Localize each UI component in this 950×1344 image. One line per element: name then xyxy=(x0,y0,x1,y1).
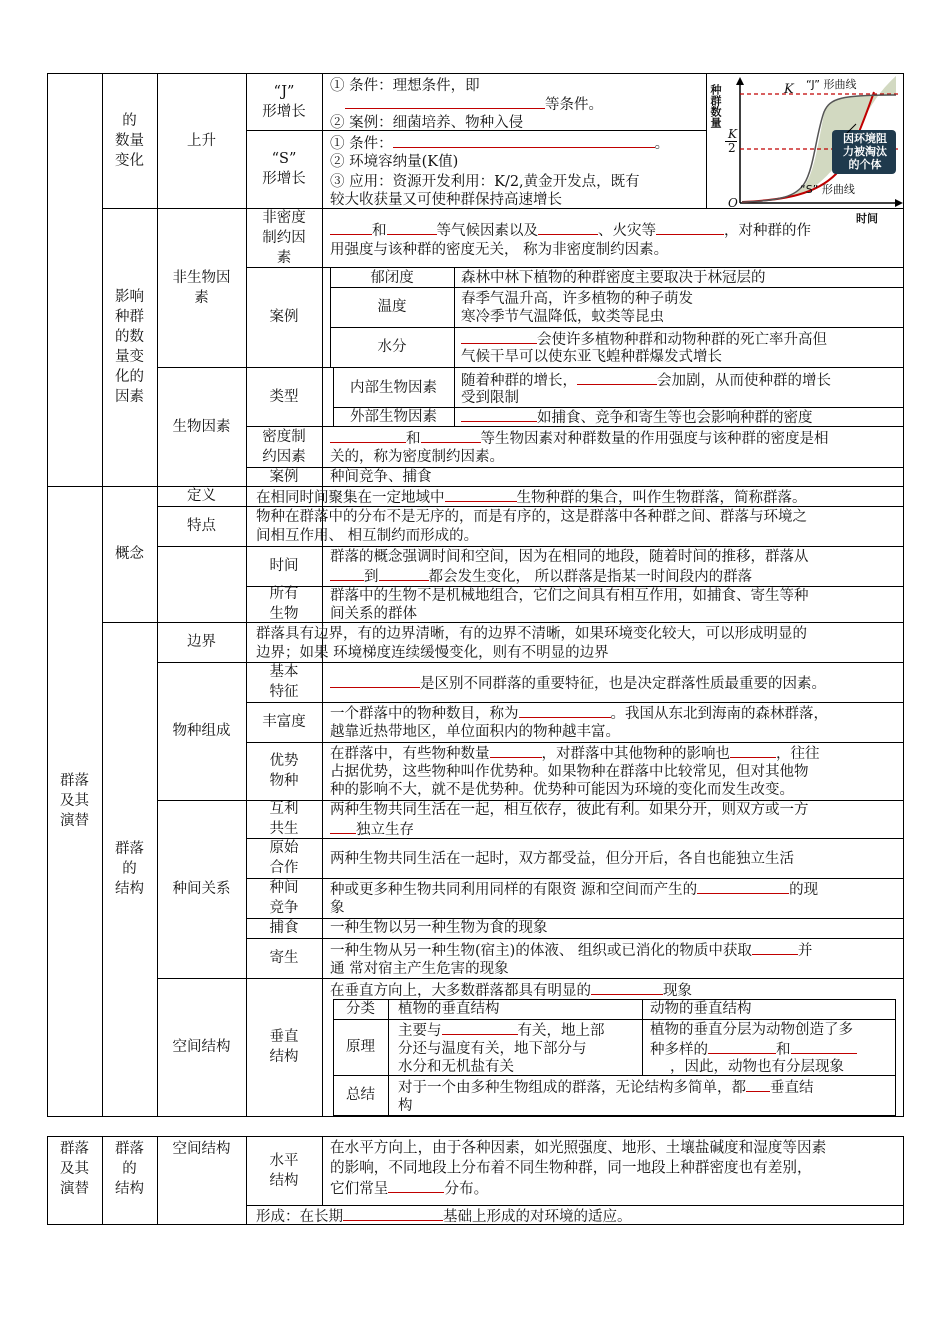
nondensity-text: 和 等气候因素以及 、火灾等 ，对种群的作 xyxy=(330,220,811,241)
s-condition: ① 条件： 。 xyxy=(330,133,669,154)
feature-text: 物种在群落中的分布不是无序的，而是有序的，这是群落中各种群之间、群落与环境之 xyxy=(256,509,807,525)
all-organisms-text-cont: 间关系的群体 xyxy=(330,606,417,622)
vt-header-animal: 动物的垂直结构 xyxy=(650,1001,752,1017)
vertical-structure-label: 垂直 结构 xyxy=(269,1029,299,1065)
vt-row-summary: 总结 xyxy=(346,1087,375,1103)
nondensity-label: 非密度 制约因 素 xyxy=(262,209,306,266)
case-label: 案例 xyxy=(269,309,299,325)
case-key-canopy: 郁闭度 xyxy=(370,269,414,286)
graph-k-label: K xyxy=(784,82,794,97)
s-application-cont: 较大收获量又可使种群保持高速增长 xyxy=(330,192,562,208)
s-application: ③ 应用：资源开发利用：K/2,黄金开发点，既有 xyxy=(330,174,640,190)
t2-section-label: 群落 及其 演替 xyxy=(60,1141,89,1197)
density-label: 密度制 约因素 xyxy=(262,428,306,465)
time-text: 群落的概念强调时间和空间，因为在相同的地段，随着时间的推移，群落从 xyxy=(330,549,809,565)
graph-s-curve-label: “S” 形曲线 xyxy=(800,183,855,196)
plant-principle-cont2: 水分和无机盐有关 xyxy=(398,1059,514,1075)
t2-spatial-label: 空间结构 xyxy=(172,1141,231,1157)
border-text-cont: 边界；如果 环境梯度连续缓慢变化，则有不明显的边界 xyxy=(256,645,609,661)
graph-origin: O xyxy=(728,196,738,210)
border-text: 群落具有边界，有的边界清晰，有的边界不清晰，如果环境变化较大，可以形成明显的 xyxy=(256,626,807,642)
case-key-water: 水分 xyxy=(377,339,407,355)
s-growth-label: “S” 形增长 xyxy=(262,151,306,187)
community-section-label: 群落 及其 演替 xyxy=(60,773,89,829)
competition-text: 种或更多种生物共同利用同样的有限资 源和空间而产生的 的现 xyxy=(330,879,818,900)
growth-section-label: 的 数量 变化 xyxy=(115,112,144,169)
summary-text: 对于一个由多种生物组成的群落，无论结构多简单，都 垂直结 xyxy=(398,1077,814,1098)
spatial-structure-label: 空间结构 xyxy=(172,1039,231,1055)
j-condition-cont: 等条件。 xyxy=(345,94,603,115)
t2-structure-label: 群落 的 结构 xyxy=(115,1141,144,1197)
dominant-label: 优势 物种 xyxy=(269,753,299,789)
vt-header-category: 分类 xyxy=(346,1001,375,1017)
growth-curve-graph xyxy=(706,74,903,226)
all-organisms-label: 所有 生物 xyxy=(269,586,299,622)
structure-label: 群落 的 结构 xyxy=(115,841,144,897)
predation-text: 一种生物以另一种生物为食的现象 xyxy=(330,920,548,936)
case2-text: 种间竞争、捕食 xyxy=(330,469,432,485)
internal-factor-label: 内部生物因素 xyxy=(350,379,437,396)
richness-text-cont: 越靠近热带地区，单位面积内的物种越丰富。 xyxy=(330,724,620,740)
richness-label: 丰富度 xyxy=(262,714,306,730)
formation-text: 形成：在长期 基础上形成的对环境的适应。 xyxy=(256,1206,632,1227)
mutualism-text-cont: 独立生存 xyxy=(330,819,414,840)
case-key-temperature: 温度 xyxy=(377,299,407,315)
case2-label: 案例 xyxy=(269,468,299,485)
mutualism-text: 两种生物共同生活在一起，相互依存，彼此有利。如果分开，则双方或一方 xyxy=(330,802,809,818)
plant-principle-cont1: 分还与温度有关，地下部分与 xyxy=(398,1041,587,1057)
external-factor-label: 外部生物因素 xyxy=(350,408,437,425)
j-growth-label: “J” 形增长 xyxy=(262,83,306,120)
biotic-label: 生物因素 xyxy=(172,418,231,435)
protocooperation-text: 两种生物共同生活在一起时，双方都受益，但分开后，各自也能独立生活 xyxy=(330,851,794,867)
nondensity-text-cont: 用强度与该种群的密度无关， 称为非密度制约因素。 xyxy=(330,242,669,258)
case-val-temperature-1: 春季气温升高，许多植物的种子萌发 xyxy=(461,291,693,307)
competition-label: 种间 竞争 xyxy=(269,880,299,916)
internal-factor-text-cont: 受到限制 xyxy=(461,390,519,406)
animal-principle-cont2: ，因此，动物也有分层现象 xyxy=(670,1059,844,1075)
graph-k2-num: K xyxy=(728,127,737,141)
feature-text-cont: 间相互作用、 相互制约而形成的。 xyxy=(256,528,479,544)
type-label: 类型 xyxy=(269,388,299,405)
external-factor-text: 如捕食、竞争和寄生等也会影响种群的密度 xyxy=(461,407,813,428)
horizontal-text-cont2: 它们常呈 分布。 xyxy=(330,1180,489,1197)
all-organisms-text: 群落中的生物不是机械地组合，它们之间具有相互作用，如捕食、寄生等种 xyxy=(330,588,809,604)
dominant-text-cont1: 占据优势，这些物种叫作优势种。如果物种在群落中比较常见，但对其他物 xyxy=(330,764,809,780)
time-label: 时间 xyxy=(269,558,299,574)
graph-box-text: 因环境阻 力被淘汰 的个体 xyxy=(843,132,887,171)
internal-factor-text: 随着种群的增长， 会加剧，从而使种群的增长 xyxy=(461,370,831,391)
vertical-intro: 在垂直方向上，大多数群落都具有明显的 现象 xyxy=(330,980,692,1001)
vt-header-plant: 植物的垂直结构 xyxy=(398,1001,500,1017)
graph-ylabel: 种群数量 xyxy=(709,84,722,128)
definition-label: 定义 xyxy=(187,488,216,504)
horizontal-text: 在水平方向上，由于各种因素，如光照强度、地形、土壤盐碱度和湿度等因素 xyxy=(330,1139,827,1156)
dominant-text-cont2: 种的影响不大，就不是优势种。优势种可能因为环境的变化而发生改变。 xyxy=(330,782,794,798)
case-val-temperature-2: 寒冷季节气温降低，蚊类等昆虫 xyxy=(461,309,664,325)
j-case: ② 案例：细菌培养、物种入侵 xyxy=(330,115,524,131)
basic-feature-label: 基本 特征 xyxy=(269,664,299,700)
parasitism-text-cont: 通 常对宿主产生危害的现象 xyxy=(330,961,509,977)
graph-j-curve-label: “J” 形曲线 xyxy=(806,78,857,91)
time-text-cont: 到 都会发生变化， 所以群落是指某一时间段内的群落 xyxy=(330,566,752,587)
parasitism-text: 一种生物从另一种生物(宿主)的体液、 组织或已消化的物质中获取 并 xyxy=(330,940,812,961)
mutualism-label: 互利 共生 xyxy=(269,801,299,837)
summary-text-cont: 构 xyxy=(398,1098,413,1114)
protocooperation-label: 原始 合作 xyxy=(269,840,299,876)
competition-text-cont: 象 xyxy=(330,900,345,916)
abiotic-label: 非生物因 素 xyxy=(172,269,231,306)
j-condition: ① 条件：理想条件，即 xyxy=(330,78,480,94)
feature-label: 特点 xyxy=(187,518,216,534)
dominant-text: 在群落中，有些物种数量 ，对群落中其他物种的影响也 ，往往 xyxy=(330,743,820,764)
case-val-water-1: 会使许多植物种群和动物种群的死亡率升高但 xyxy=(461,329,827,350)
animal-principle-cont1: 种多样的 和 xyxy=(650,1039,857,1060)
rise-label: 上升 xyxy=(187,132,216,149)
border-label: 边界 xyxy=(187,634,216,650)
parasitism-label: 寄生 xyxy=(269,950,299,966)
definition-text: 在相同时间聚集在一定地域中 生物种群的集合，叫作生物群落，简称群落。 xyxy=(256,487,807,508)
case-val-water-2: 气候干旱可以使东亚飞蝗种群爆发式增长 xyxy=(461,349,722,365)
case-val-canopy: 森林中林下植物的种群密度主要取决于林冠层的 xyxy=(461,270,766,286)
factors-section-label: 影响 种群 的数 量变 化的 因素 xyxy=(115,289,144,405)
interspecies-label: 种间关系 xyxy=(172,881,231,897)
species-composition-label: 物种组成 xyxy=(172,723,231,739)
richness-text: 一个群落中的物种数目，称为 。我国从东北到海南的森林群落， xyxy=(330,703,828,724)
predation-label: 捕食 xyxy=(269,920,299,936)
concept-label: 概念 xyxy=(115,546,144,562)
plant-principle-text: 主要与 有关，地上部 xyxy=(398,1020,605,1041)
horizontal-structure-label: 水平 结构 xyxy=(269,1153,299,1189)
density-text-cont: 关的，称为密度制约因素。 xyxy=(330,449,504,465)
graph-xlabel: 时间 xyxy=(856,212,878,225)
vt-row-principle: 原理 xyxy=(346,1039,375,1055)
s-capacity: ② 环境容纳量(K值) xyxy=(330,154,459,170)
density-text: 和 等生物因素对种群数量的作用强度与该种群的密度是相 xyxy=(330,428,829,449)
animal-principle-text: 植物的垂直分层为动物创造了多 xyxy=(650,1022,853,1038)
graph-k2-den: 2 xyxy=(728,141,736,155)
horizontal-text-cont1: 的影响，不同地段上分布着不同生物种群，同一地段上种群密度也有差别， xyxy=(330,1159,812,1176)
basic-feature-text: 是区别不同群落的重要特征，也是决定群落性质最重要的因素。 xyxy=(330,673,826,694)
